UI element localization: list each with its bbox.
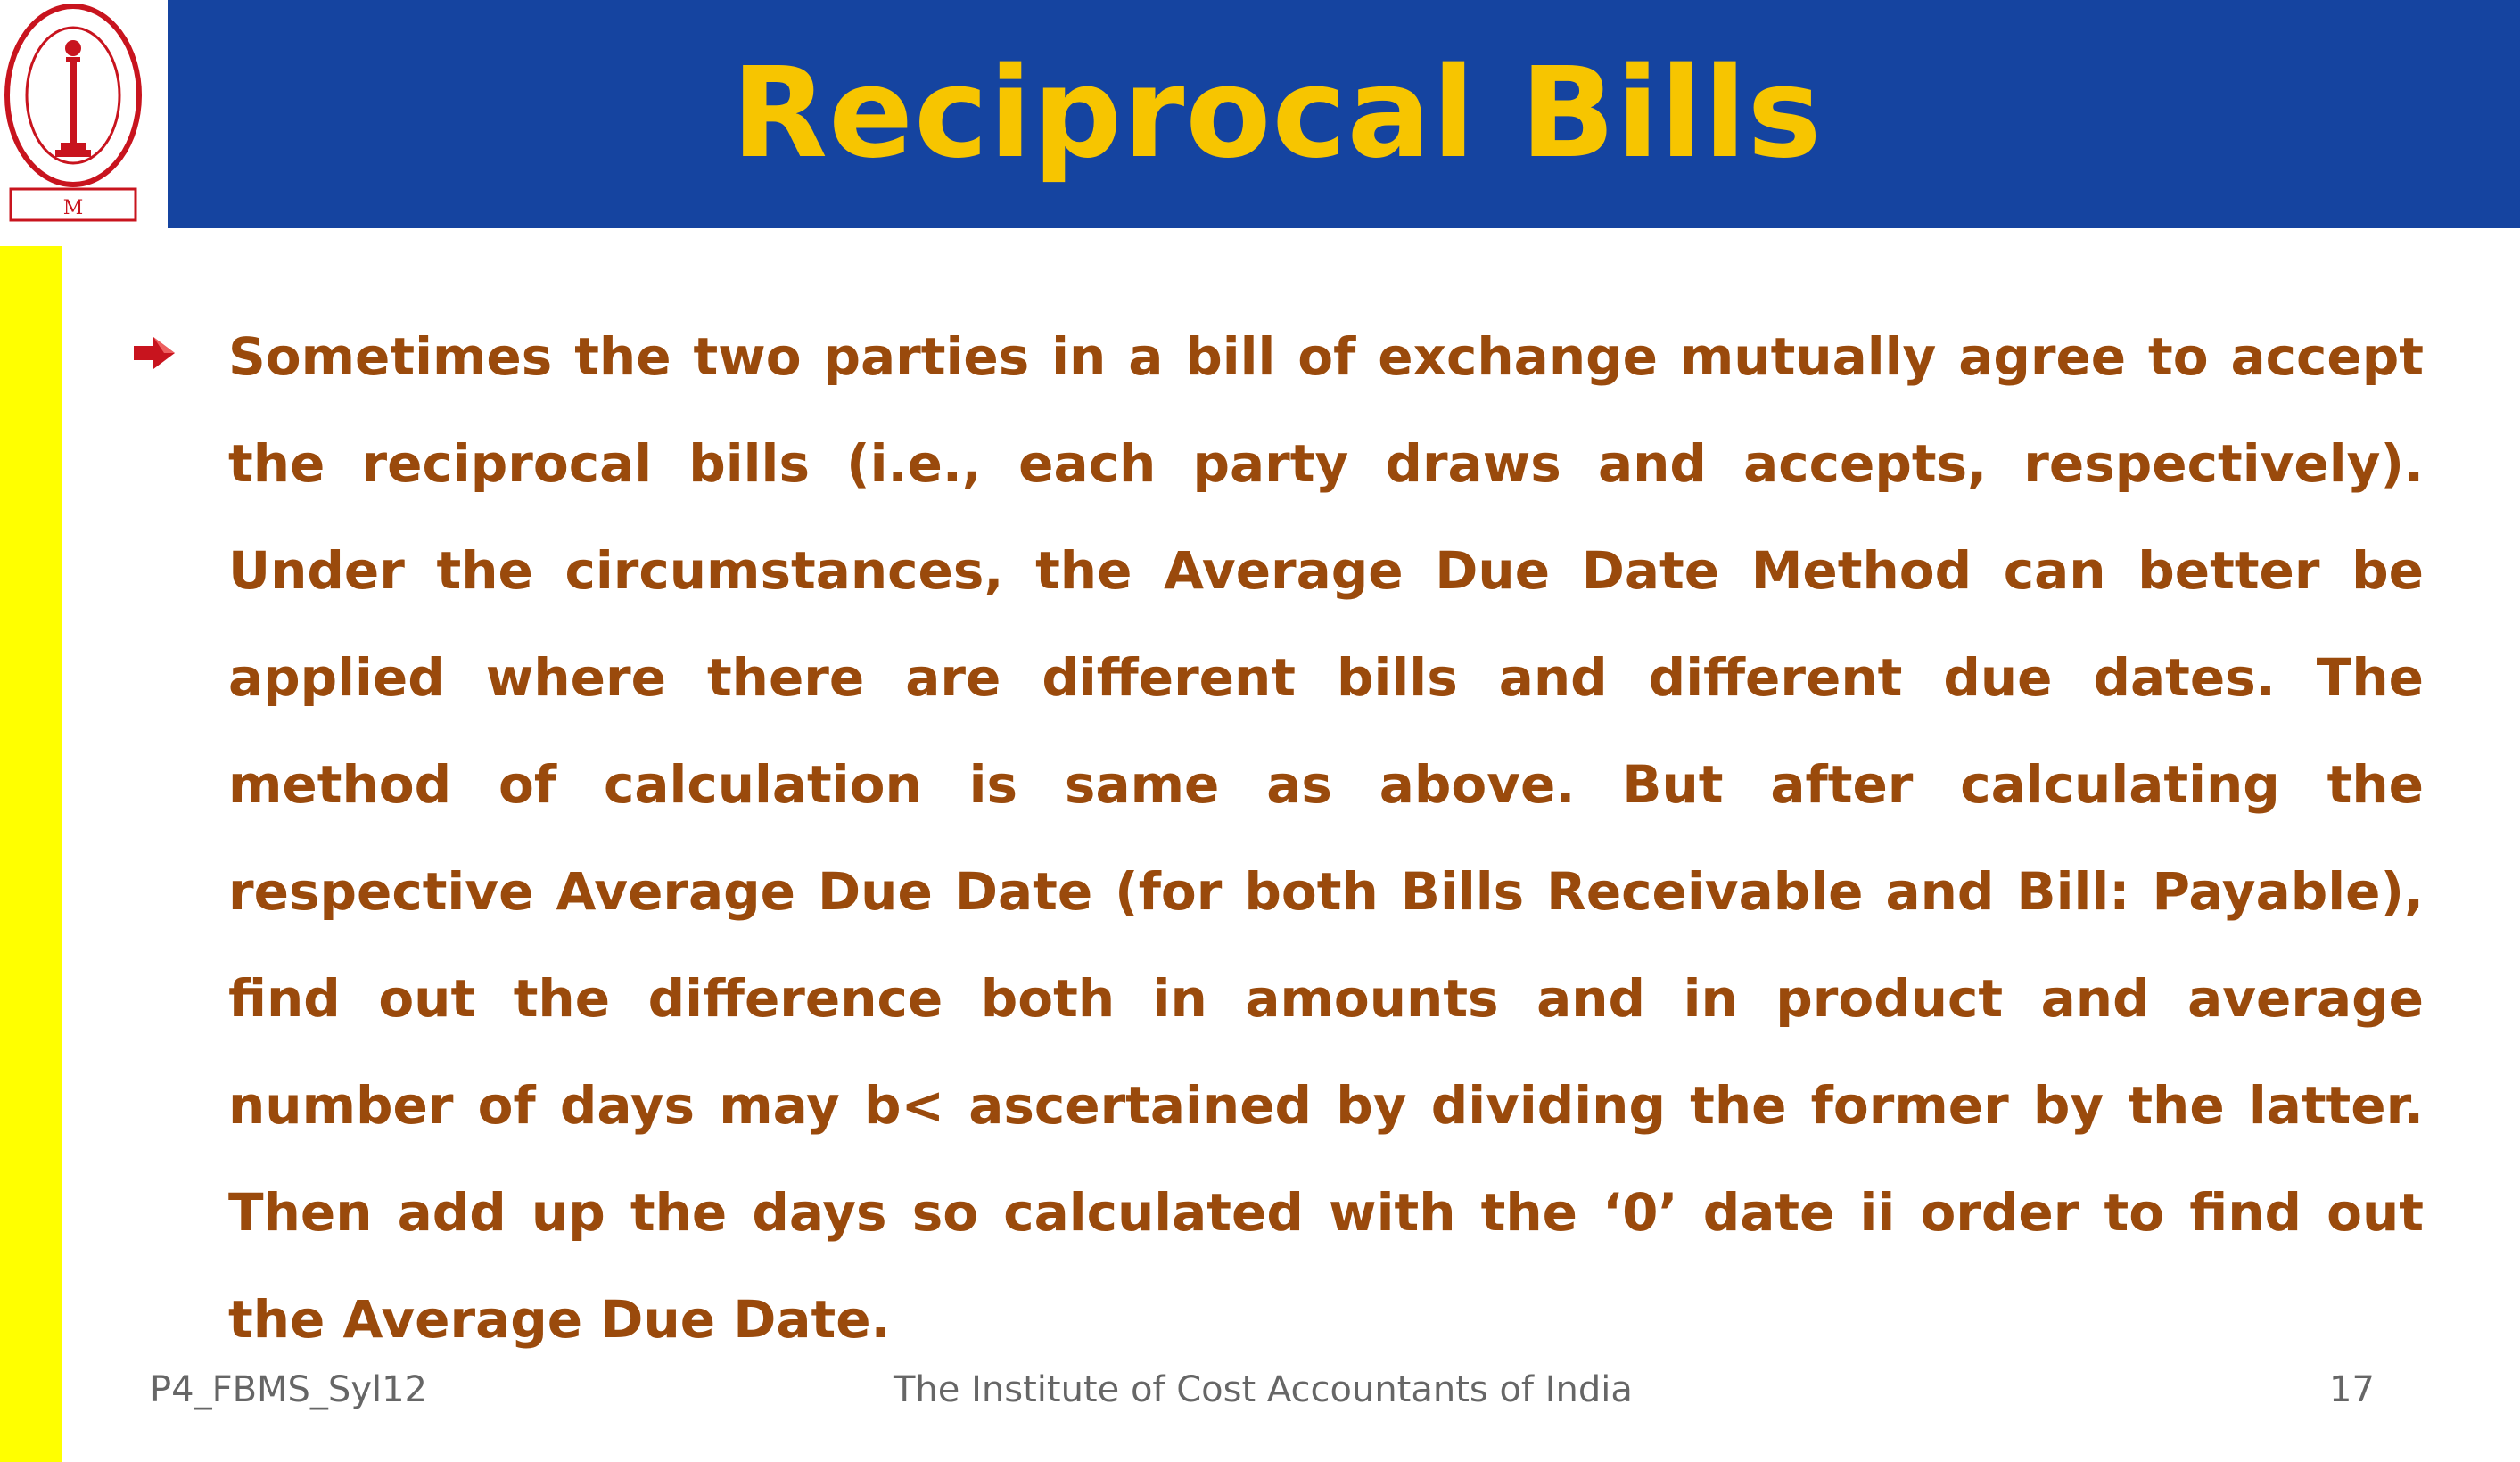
svg-text:M: M [62,197,84,219]
footer-institute-name: The Institute of Cost Accountants of India [894,1369,1633,1410]
title-bar [168,0,2520,228]
body-paragraph: Sometimes the two parties in a bill of exchange mutually agree to accept the reciprocal bills (i.e., each party draws and accepts, respectively). Under the circumstances, the Average Due Date Method can better be applied where there are different bills and different due dates. The method of calculation is same as above. But after calculating the respective Average Due Date (for both Bills Receivable and Bill: Payable), find out the difference both in amounts and in product and average number of days may b< ascertained by dividing the former by the latter. Then add up the days so calculated with the ‘0’ date ii order to find out the Average Due Date. [228,326,2424,1350]
institute-emblem-icon [2,2,144,225]
institute-logo [0,0,168,228]
arrow-right-icon [134,337,178,369]
slide-title: Reciprocal Bills [731,41,1823,186]
page-number: 17 [2329,1369,2375,1410]
footer-course-code: P4_FBMS_Syl12 [150,1369,427,1410]
side-accent-bar [0,246,62,1462]
